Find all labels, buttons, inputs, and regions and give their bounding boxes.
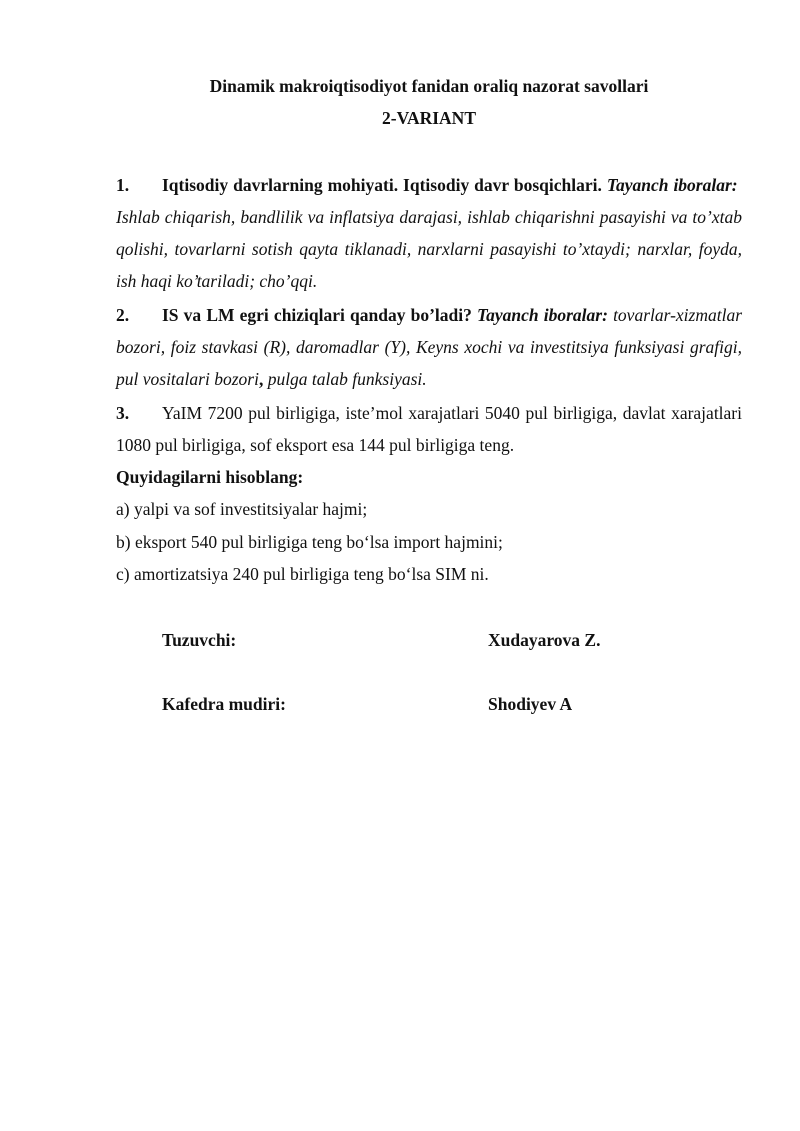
question-3 (116, 397, 742, 461)
question-2 (116, 299, 742, 395)
question-number: 1. (116, 175, 130, 195)
keywords-label: Tayanch iboralar: (606, 175, 738, 195)
calculation-heading: Quyidagilarni hisoblang: (116, 467, 304, 487)
signature-role-head: Kafedra mudiri: (162, 694, 286, 714)
question-text: YaIM 7200 pul birligiga, iste’mol xarajatlari 5040 pul birligiga, davlat xarajatlari 1080 pul birligiga, sof eksport esa 144 pul birligiga teng. (116, 403, 742, 455)
signature-role-author: Tuzuvchi: (162, 630, 237, 650)
question-1 (116, 169, 742, 297)
signature-name-head: Shodiyev A (488, 694, 573, 714)
keywords-text: Ishlab chiqarish, bandlilik va inflatsiya darajasi, ishlab chiqarishni pasayishi va to’xtab qolishi, tovarlarni sotish qayta tiklanadi, narxlarni pasayishi to’xtaydi; narxlar, foyda, ish haqi ko’tariladi; cho’qqi. (116, 207, 742, 291)
keywords-label: Tayanch iboralar: (477, 305, 608, 325)
keywords-text: pulga talab funksiyasi. (267, 369, 427, 389)
question-title: Iqtisodiy davrlarning mohiyati. Iqtisodiy davr bosqichlari. (162, 175, 602, 195)
calculation-item-a: a) yalpi va sof investitsiyalar hajmi; (116, 499, 368, 519)
question-number: 2. (116, 305, 130, 325)
calculation-item-c: c) amortizatsiya 240 pul birligiga teng bo‘lsa SIM ni. (116, 564, 489, 584)
calculation-item-b: b) eksport 540 pul birligiga teng bo‘lsa import hajmini; (116, 532, 503, 552)
document-title: Dinamik makroiqtisodiyot fanidan oraliq nazorat savollari (209, 76, 649, 96)
keywords-separator: , (258, 369, 264, 389)
question-number: 3. (116, 403, 130, 423)
signature-name-author: Xudayarova Z. (488, 630, 601, 650)
keywords-text: tovarlar-xizmatlar bozori, foiz stavkasi (R), daromadlar (Y), Keyns xochi va investitsiya funksiyasi grafigi, pul vositalari bozori (116, 305, 743, 389)
variant-label: 2-VARIANT (382, 108, 476, 128)
question-title: IS va LM egri chiziqlari qanday bo’ladi? (162, 305, 472, 325)
